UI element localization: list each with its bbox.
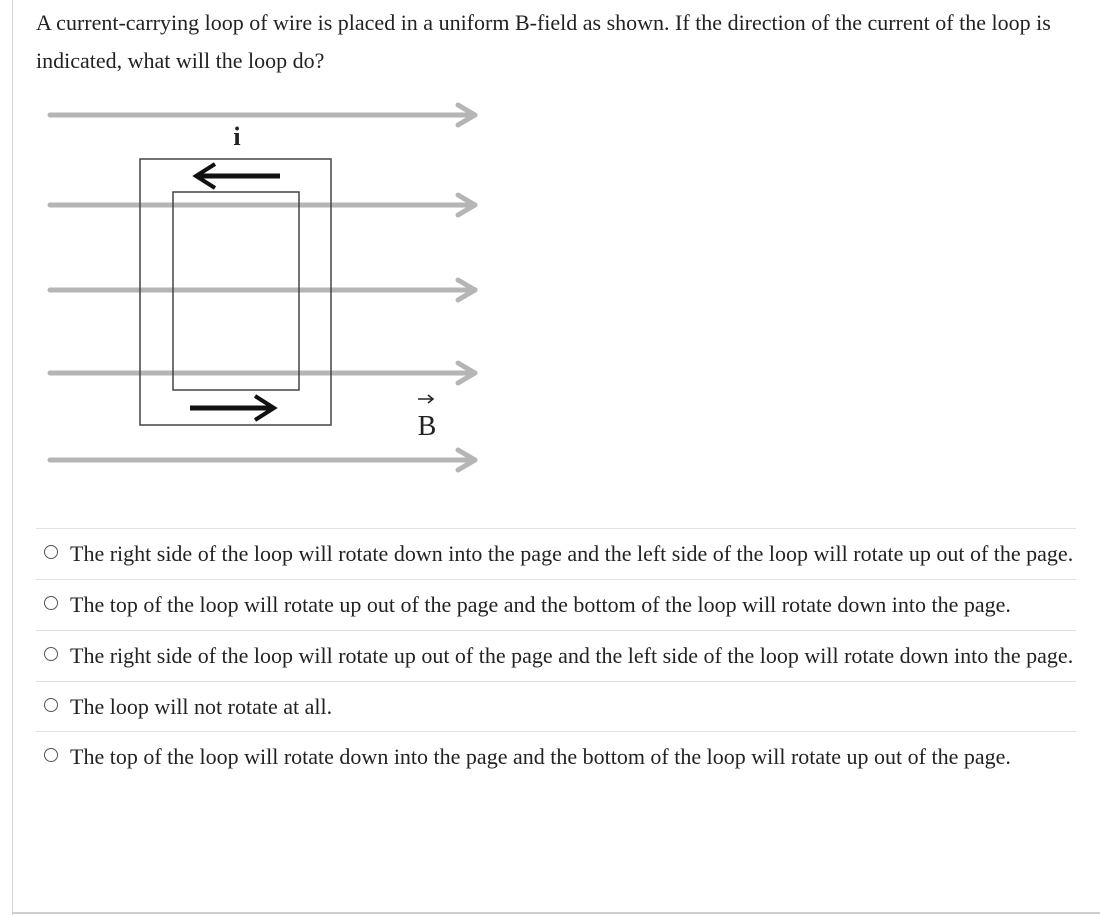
option-label: The top of the loop will rotate up out of the page and the bottom of the loop will rotate down into the page. — [70, 592, 1011, 617]
option-label: The loop will not rotate at all. — [70, 694, 333, 719]
question-text: A current-carrying loop of wire is placed in a uniform B-field as shown. If the direction of the current of the loop is indicated, what will the loop do? — [36, 10, 1051, 73]
loop-diagram — [40, 95, 500, 480]
answer-option-3[interactable] — [36, 630, 1076, 681]
current-label: i — [233, 122, 241, 151]
answer-option-4[interactable] — [36, 681, 1076, 731]
option-label: The right side of the loop will rotate down into the page and the left side of the loop will rotate up out of the page. — [70, 541, 1074, 566]
radio-button[interactable] — [44, 698, 58, 712]
answer-options — [36, 528, 1076, 782]
field-line-5 — [50, 450, 475, 470]
b-vector-symbol — [418, 395, 437, 442]
radio-button[interactable] — [44, 647, 58, 661]
answer-option-5[interactable] — [36, 731, 1076, 782]
radio-button[interactable] — [44, 748, 58, 762]
answer-option-1[interactable] — [36, 528, 1076, 579]
vector-arrow-icon — [418, 395, 433, 403]
field-label: B — [417, 411, 437, 442]
radio-button[interactable] — [44, 545, 58, 559]
field-line-2 — [50, 195, 475, 215]
radio-button[interactable] — [44, 596, 58, 610]
bottom-border — [12, 912, 1100, 914]
answer-option-2[interactable] — [36, 579, 1076, 630]
current-arrow-right-icon — [190, 396, 274, 420]
field-line-1 — [50, 105, 475, 125]
current-arrow-left-icon — [196, 164, 280, 188]
left-border — [12, 0, 13, 915]
field-line-4 — [50, 363, 475, 383]
option-label: The top of the loop will rotate down into the page and the bottom of the loop will rotate up out of the page. — [70, 744, 1011, 769]
field-line-3 — [50, 280, 475, 300]
option-label: The right side of the loop will rotate up out of the page and the left side of the loop will rotate down into the page. — [70, 643, 1074, 668]
